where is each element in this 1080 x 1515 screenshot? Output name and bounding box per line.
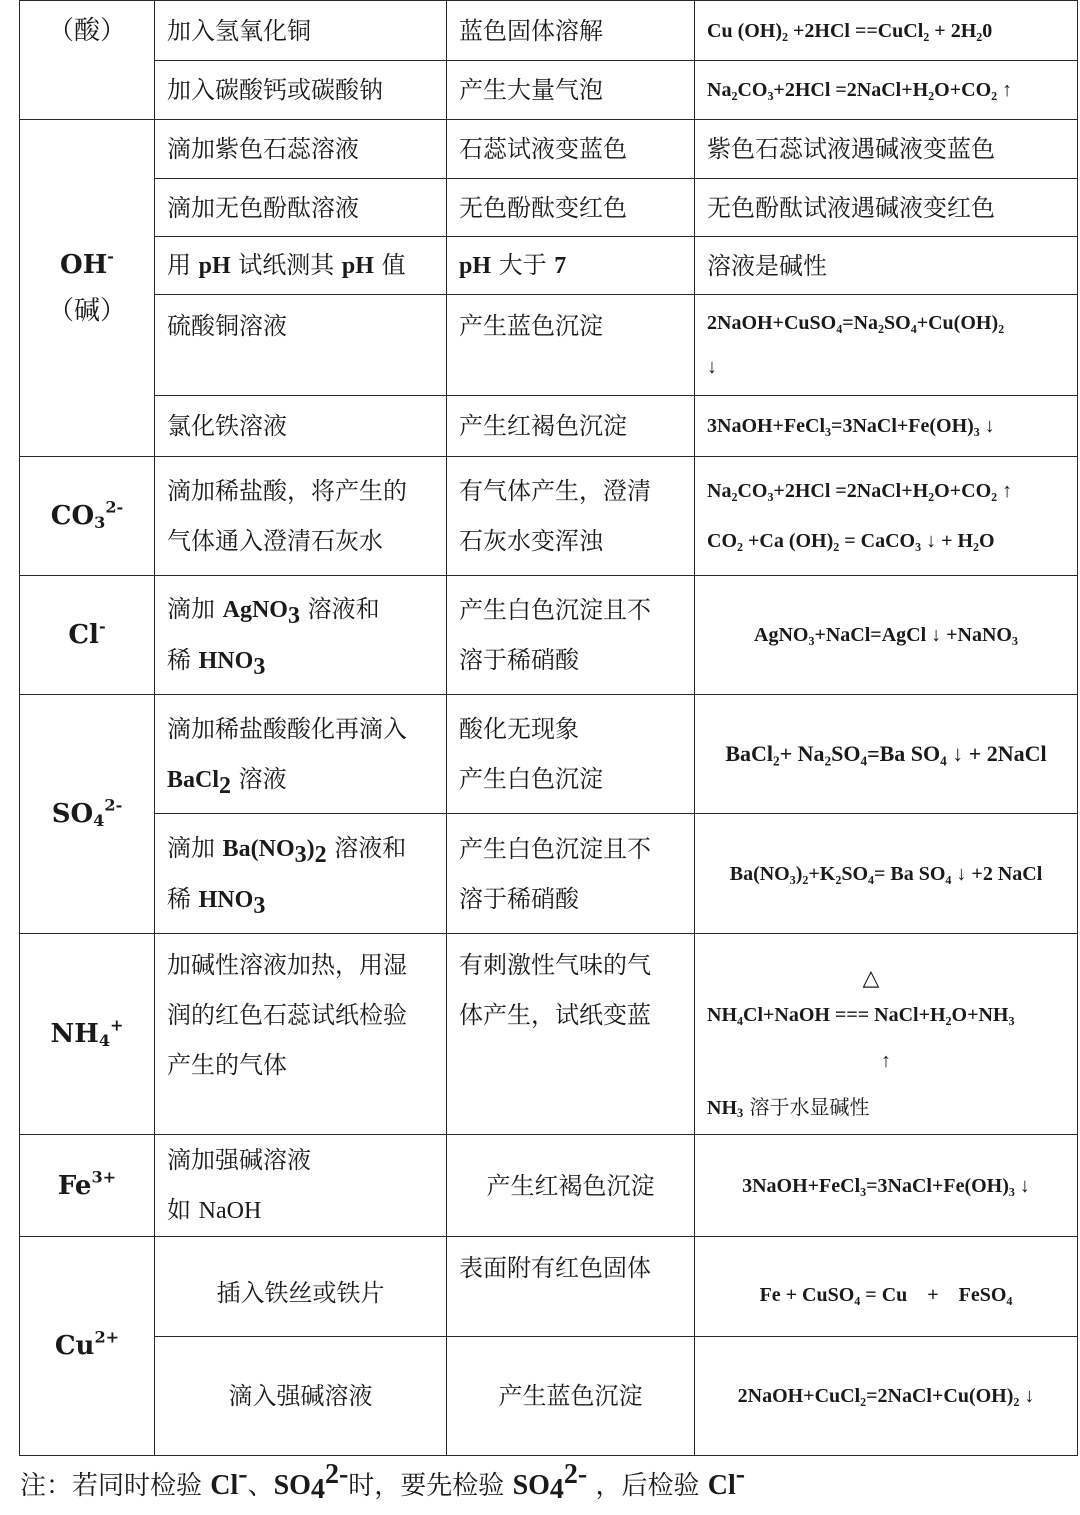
ion-cell-cu: $Cu^{2+}$ (20, 1237, 155, 1456)
ion-cell-acid (20, 1, 155, 120)
table-row (20, 295, 1078, 396)
method-cell: 加碱性溶液加热，用湿 润的红色石蕊试纸检验 产生的气体 (155, 934, 447, 1135)
equation-cell: Na₂CO₃+2HCl =2NaCl+H₂O+CO₂ ↑ CO₂ +Ca (OH)₂ = CaCO₃ ↓ + H₂O (695, 457, 1078, 576)
method-cell: 用 pH 试纸测其 pH 值 (155, 237, 447, 295)
table-row (20, 396, 1078, 457)
table-row (20, 1135, 1078, 1237)
table-row (20, 814, 1078, 934)
phenomenon-cell: 石蕊试液变蓝色 (447, 120, 695, 179)
phenomenon-cell: 有气体产生，澄清 石灰水变浑浊 (447, 457, 695, 576)
phenomenon-cell: 产生白色沉淀且不 溶于稀硝酸 (447, 576, 695, 695)
method-cell: 滴加 $Ba(NO_3)_2$ 溶液和 稀 $HNO_3$ (155, 814, 447, 934)
method-cell: 氯化铁溶液 (155, 396, 447, 457)
phenomenon-cell: 表面附有红色固体 (447, 1237, 695, 1337)
equation-cell: BaCl₂+ Na₂SO₄=Ba SO₄ ↓ + 2NaCl (695, 695, 1078, 814)
ion-label: （酸） (47, 16, 126, 46)
equation-cell: AgNO₃+NaCl=AgCl ↓ +NaNO₃ (695, 576, 1078, 695)
equation-cell: 3NaOH+FeCl₃=3NaCl+Fe(OH)₃ ↓ (695, 396, 1078, 457)
heat-triangle: △ (862, 965, 880, 990)
table-row (20, 1337, 1078, 1456)
table-row (20, 120, 1078, 179)
ion-note: （碱） (47, 296, 126, 326)
method-cell: 插入铁丝或铁片 (155, 1237, 447, 1337)
equation-cell: △ NH₄Cl+NaOH === NaCl+H₂O+NH₃ ↑ $NH_3$ 溶于水显碱性 (695, 934, 1078, 1135)
conclusion-cell: 紫色石蕊试液遇碱液变蓝色 (695, 120, 1078, 179)
phenomenon-cell: 产生大量气泡 (447, 61, 695, 120)
table-row (20, 61, 1078, 120)
table-row (20, 1237, 1078, 1337)
ion-cell-so4: $SO_4^{2-}$ (20, 695, 155, 934)
method-cell: 滴加强碱溶液 如 NaOH (155, 1135, 447, 1237)
method-cell: 加入碳酸钙或碳酸钠 (155, 61, 447, 120)
phenomenon-cell: 产生蓝色沉淀 (447, 1337, 695, 1456)
method-cell: 滴加稀盐酸，将产生的 气体通入澄清石灰水 (155, 457, 447, 576)
conclusion-cell: 无色酚酞试液遇碱液变红色 (695, 179, 1078, 237)
phenomenon-cell: 产生蓝色沉淀 (447, 295, 695, 396)
method-cell: 滴加紫色石蕊溶液 (155, 120, 447, 179)
table-row (20, 179, 1078, 237)
table-row (20, 1, 1078, 61)
conclusion-cell: 溶液是碱性 (695, 237, 1078, 295)
table-row (20, 934, 1078, 1135)
equation-cell: Fe + CuSO₄ = Cu + FeSO₄ (695, 1237, 1078, 1337)
ion-test-table (19, 0, 1078, 1456)
phenomenon-cell: 产生白色沉淀且不 溶于稀硝酸 (447, 814, 695, 934)
table-row (20, 695, 1078, 814)
equation-cell: 2NaOH+CuCl₂=2NaCl+Cu(OH)₂ ↓ (695, 1337, 1078, 1456)
method-cell: 加入氢氧化铜 (155, 1, 447, 61)
method-cell: 滴加 AgNO$_3$ 溶液和 稀 $HNO_3$ (155, 576, 447, 695)
method-cell: 滴加稀盐酸酸化再滴入 BaCl$_2$ 溶液 (155, 695, 447, 814)
equation-cell: Cu (OH)₂ +2HCl ==CuCl₂ + 2H₂0 (695, 1, 1078, 61)
up-arrow: ↑ (881, 1050, 891, 1072)
phenomenon-cell: pH 大于 7 (447, 237, 695, 295)
method-cell: 滴加无色酚酞溶液 (155, 179, 447, 237)
equation-cell: Na₂CO₃+2HCl =2NaCl+H₂O+CO₂ ↑ (695, 61, 1078, 120)
phenomenon-cell: 产生红褐色沉淀 (447, 396, 695, 457)
ion-label: OH- (60, 246, 114, 280)
table-row (20, 576, 1078, 695)
equation-cell: Ba(NO₃)₂+K₂SO₄= Ba SO₄ ↓ +2 NaCl (695, 814, 1078, 934)
method-cell: 硫酸铜溶液 (155, 295, 447, 396)
ion-cell-nh4: $NH_4^+$ (20, 934, 155, 1135)
table-row (20, 457, 1078, 576)
phenomenon-cell: 酸化无现象 产生白色沉淀 (447, 695, 695, 814)
ion-cell-cl: Cl- (20, 576, 155, 695)
phenomenon-cell: 蓝色固体溶解 (447, 1, 695, 61)
ion-cell-fe: $Fe^{3+}$ (20, 1135, 155, 1237)
table-row (20, 237, 1078, 295)
ion-cell-oh (20, 120, 155, 457)
phenomenon-cell: 无色酚酞变红色 (447, 179, 695, 237)
phenomenon-cell: 产生红褐色沉淀 (447, 1135, 695, 1237)
method-cell: 滴入强碱溶液 (155, 1337, 447, 1456)
equation-cell: 2NaOH+CuSO₄=Na₂SO₄+Cu(OH)₂ ↓ (695, 295, 1078, 396)
equation-cell: 3NaOH+FeCl₃=3NaCl+Fe(OH)₃ ↓ (695, 1135, 1078, 1237)
footnote: 注：若同时检验 Cl-、$SO_4^{2-}$时，要先检验 $SO_4^{2-}$ ，后检验 Cl- (20, 1458, 746, 1506)
ion-cell-co3: $CO_3^{2-}$ (20, 457, 155, 576)
phenomenon-cell: 有刺激性气味的气 体产生，试纸变蓝 (447, 934, 695, 1135)
